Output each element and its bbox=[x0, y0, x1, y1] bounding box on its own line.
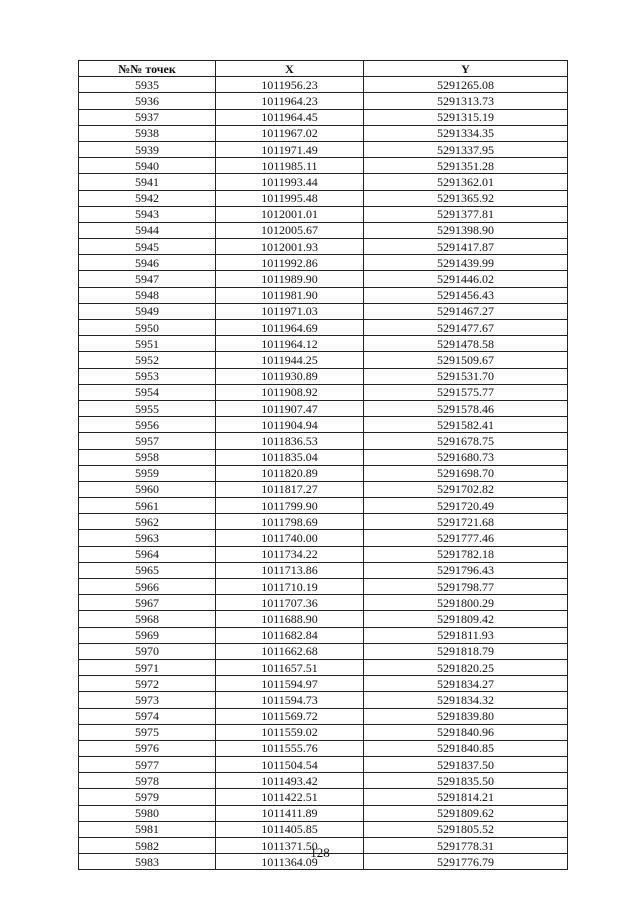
x-coordinate-cell: 1011707.36 bbox=[216, 595, 364, 611]
point-number-cell: 5943 bbox=[79, 206, 216, 222]
table-row bbox=[79, 530, 568, 546]
y-coordinate-cell: 5291578.46 bbox=[364, 400, 568, 416]
point-number-cell: 5956 bbox=[79, 417, 216, 433]
y-coordinate-cell: 5291840.85 bbox=[364, 740, 568, 756]
point-number-cell: 5950 bbox=[79, 320, 216, 336]
point-number-cell: 5983 bbox=[79, 854, 216, 870]
table-row bbox=[79, 740, 568, 756]
y-coordinate-cell: 5291398.90 bbox=[364, 222, 568, 238]
x-coordinate-cell: 1011740.00 bbox=[216, 530, 364, 546]
x-coordinate-cell: 1011734.22 bbox=[216, 546, 364, 562]
x-coordinate-cell: 1011682.84 bbox=[216, 627, 364, 643]
point-number-cell: 5951 bbox=[79, 336, 216, 352]
point-number-cell: 5973 bbox=[79, 692, 216, 708]
table-row bbox=[79, 303, 568, 319]
table-row bbox=[79, 174, 568, 190]
x-coordinate-cell: 1011835.04 bbox=[216, 449, 364, 465]
table-row bbox=[79, 773, 568, 789]
y-coordinate-cell: 5291337.95 bbox=[364, 141, 568, 157]
point-number-cell: 5936 bbox=[79, 93, 216, 109]
x-coordinate-cell: 1011594.73 bbox=[216, 692, 364, 708]
header-point-number: №№ точек bbox=[79, 61, 216, 77]
point-number-cell: 5978 bbox=[79, 773, 216, 789]
x-coordinate-cell: 1011820.89 bbox=[216, 465, 364, 481]
point-number-cell: 5974 bbox=[79, 708, 216, 724]
x-coordinate-cell: 1011688.90 bbox=[216, 611, 364, 627]
table-row bbox=[79, 239, 568, 255]
table-row bbox=[79, 287, 568, 303]
table-row bbox=[79, 659, 568, 675]
point-number-cell: 5959 bbox=[79, 465, 216, 481]
x-coordinate-cell: 1011930.89 bbox=[216, 368, 364, 384]
point-number-cell: 5949 bbox=[79, 303, 216, 319]
point-number-cell: 5937 bbox=[79, 109, 216, 125]
table-row bbox=[79, 158, 568, 174]
point-number-cell: 5939 bbox=[79, 141, 216, 157]
table-row bbox=[79, 368, 568, 384]
y-coordinate-cell: 5291478.58 bbox=[364, 336, 568, 352]
point-number-cell: 5948 bbox=[79, 287, 216, 303]
x-coordinate-cell: 1011995.48 bbox=[216, 190, 364, 206]
y-coordinate-cell: 5291782.18 bbox=[364, 546, 568, 562]
y-coordinate-cell: 5291313.73 bbox=[364, 93, 568, 109]
table-row bbox=[79, 417, 568, 433]
y-coordinate-cell: 5291315.19 bbox=[364, 109, 568, 125]
x-coordinate-cell: 1011493.42 bbox=[216, 773, 364, 789]
y-coordinate-cell: 5291834.27 bbox=[364, 676, 568, 692]
point-number-cell: 5955 bbox=[79, 400, 216, 416]
y-coordinate-cell: 5291777.46 bbox=[364, 530, 568, 546]
table-row bbox=[79, 320, 568, 336]
x-coordinate-cell: 1011836.53 bbox=[216, 433, 364, 449]
point-number-cell: 5953 bbox=[79, 368, 216, 384]
x-coordinate-cell: 1011964.23 bbox=[216, 93, 364, 109]
point-number-cell: 5970 bbox=[79, 643, 216, 659]
table-row bbox=[79, 109, 568, 125]
table-row bbox=[79, 627, 568, 643]
x-coordinate-cell: 1011964.45 bbox=[216, 109, 364, 125]
table-row bbox=[79, 481, 568, 497]
table-row bbox=[79, 222, 568, 238]
table-row bbox=[79, 141, 568, 157]
y-coordinate-cell: 5291798.77 bbox=[364, 579, 568, 595]
table-row bbox=[79, 271, 568, 287]
y-coordinate-cell: 5291778.31 bbox=[364, 838, 568, 854]
point-number-cell: 5940 bbox=[79, 158, 216, 174]
point-number-cell: 5954 bbox=[79, 384, 216, 400]
y-coordinate-cell: 5291365.92 bbox=[364, 190, 568, 206]
y-coordinate-cell: 5291820.25 bbox=[364, 659, 568, 675]
table-row bbox=[79, 93, 568, 109]
y-coordinate-cell: 5291575.77 bbox=[364, 384, 568, 400]
table-row bbox=[79, 821, 568, 837]
table-row bbox=[79, 465, 568, 481]
x-coordinate-cell: 1011422.51 bbox=[216, 789, 364, 805]
point-number-cell: 5963 bbox=[79, 530, 216, 546]
x-coordinate-cell: 1011981.90 bbox=[216, 287, 364, 303]
y-coordinate-cell: 5291814.21 bbox=[364, 789, 568, 805]
point-number-cell: 5960 bbox=[79, 481, 216, 497]
x-coordinate-cell: 1011971.49 bbox=[216, 141, 364, 157]
point-number-cell: 5941 bbox=[79, 174, 216, 190]
y-coordinate-cell: 5291265.08 bbox=[364, 77, 568, 93]
x-coordinate-cell: 1011411.89 bbox=[216, 805, 364, 821]
table-body bbox=[79, 77, 568, 870]
y-coordinate-cell: 5291811.93 bbox=[364, 627, 568, 643]
y-coordinate-cell: 5291805.52 bbox=[364, 821, 568, 837]
table-row bbox=[79, 206, 568, 222]
table-header-row bbox=[79, 61, 568, 77]
table-row bbox=[79, 611, 568, 627]
point-number-cell: 5947 bbox=[79, 271, 216, 287]
page-number: 128 bbox=[310, 845, 330, 860]
y-coordinate-cell: 5291334.35 bbox=[364, 125, 568, 141]
point-number-cell: 5971 bbox=[79, 659, 216, 675]
x-coordinate-cell: 1011405.85 bbox=[216, 821, 364, 837]
x-coordinate-cell: 1011993.44 bbox=[216, 174, 364, 190]
table-row bbox=[79, 805, 568, 821]
table-row bbox=[79, 125, 568, 141]
point-number-cell: 5977 bbox=[79, 757, 216, 773]
x-coordinate-cell: 1011985.11 bbox=[216, 158, 364, 174]
point-number-cell: 5981 bbox=[79, 821, 216, 837]
point-number-cell: 5946 bbox=[79, 255, 216, 271]
y-coordinate-cell: 5291377.81 bbox=[364, 206, 568, 222]
x-coordinate-cell: 1011371.50 bbox=[216, 838, 364, 854]
y-coordinate-cell: 5291834.32 bbox=[364, 692, 568, 708]
y-coordinate-cell: 5291698.70 bbox=[364, 465, 568, 481]
y-coordinate-cell: 5291776.79 bbox=[364, 854, 568, 870]
point-number-cell: 5975 bbox=[79, 724, 216, 740]
y-coordinate-cell: 5291351.28 bbox=[364, 158, 568, 174]
y-coordinate-cell: 5291809.62 bbox=[364, 805, 568, 821]
table-row bbox=[79, 724, 568, 740]
point-number-cell: 5952 bbox=[79, 352, 216, 368]
y-coordinate-cell: 5291417.87 bbox=[364, 239, 568, 255]
table-row bbox=[79, 77, 568, 93]
table-row bbox=[79, 336, 568, 352]
x-coordinate-cell: 1011594.97 bbox=[216, 676, 364, 692]
table-row bbox=[79, 708, 568, 724]
y-coordinate-cell: 5291456.43 bbox=[364, 287, 568, 303]
point-number-cell: 5962 bbox=[79, 514, 216, 530]
point-number-cell: 5945 bbox=[79, 239, 216, 255]
table-row bbox=[79, 400, 568, 416]
table-row bbox=[79, 643, 568, 659]
point-number-cell: 5972 bbox=[79, 676, 216, 692]
y-coordinate-cell: 5291840.96 bbox=[364, 724, 568, 740]
x-coordinate-cell: 1011964.12 bbox=[216, 336, 364, 352]
point-number-cell: 5964 bbox=[79, 546, 216, 562]
point-number-cell: 5968 bbox=[79, 611, 216, 627]
x-coordinate-cell: 1011956.23 bbox=[216, 77, 364, 93]
point-number-cell: 5982 bbox=[79, 838, 216, 854]
y-coordinate-cell: 5291439.99 bbox=[364, 255, 568, 271]
y-coordinate-cell: 5291509.67 bbox=[364, 352, 568, 368]
x-coordinate-cell: 1011569.72 bbox=[216, 708, 364, 724]
table-row bbox=[79, 676, 568, 692]
table-row bbox=[79, 255, 568, 271]
table-row bbox=[79, 433, 568, 449]
x-coordinate-cell: 1011662.68 bbox=[216, 643, 364, 659]
point-number-cell: 5965 bbox=[79, 562, 216, 578]
point-number-cell: 5942 bbox=[79, 190, 216, 206]
x-coordinate-cell: 1011799.90 bbox=[216, 498, 364, 514]
y-coordinate-cell: 5291678.75 bbox=[364, 433, 568, 449]
x-coordinate-cell: 1011971.03 bbox=[216, 303, 364, 319]
x-coordinate-cell: 1011504.54 bbox=[216, 757, 364, 773]
x-coordinate-cell: 1011944.25 bbox=[216, 352, 364, 368]
point-number-cell: 5967 bbox=[79, 595, 216, 611]
table-row bbox=[79, 595, 568, 611]
x-coordinate-cell: 1011559.02 bbox=[216, 724, 364, 740]
x-coordinate-cell: 1012001.01 bbox=[216, 206, 364, 222]
y-coordinate-cell: 5291477.67 bbox=[364, 320, 568, 336]
y-coordinate-cell: 5291809.42 bbox=[364, 611, 568, 627]
table-row bbox=[79, 692, 568, 708]
x-coordinate-cell: 1011657.51 bbox=[216, 659, 364, 675]
point-number-cell: 5957 bbox=[79, 433, 216, 449]
y-coordinate-cell: 5291680.73 bbox=[364, 449, 568, 465]
y-coordinate-cell: 5291835.50 bbox=[364, 773, 568, 789]
point-number-cell: 5969 bbox=[79, 627, 216, 643]
x-coordinate-cell: 1011967.02 bbox=[216, 125, 364, 141]
y-coordinate-cell: 5291837.50 bbox=[364, 757, 568, 773]
x-coordinate-cell: 1011964.69 bbox=[216, 320, 364, 336]
table-row bbox=[79, 789, 568, 805]
point-number-cell: 5979 bbox=[79, 789, 216, 805]
x-coordinate-cell: 1012005.67 bbox=[216, 222, 364, 238]
table-row bbox=[79, 449, 568, 465]
point-number-cell: 5961 bbox=[79, 498, 216, 514]
point-number-cell: 5976 bbox=[79, 740, 216, 756]
point-number-cell: 5938 bbox=[79, 125, 216, 141]
table-row bbox=[79, 190, 568, 206]
table-row bbox=[79, 384, 568, 400]
table-row bbox=[79, 514, 568, 530]
x-coordinate-cell: 1011904.94 bbox=[216, 417, 364, 433]
y-coordinate-cell: 5291582.41 bbox=[364, 417, 568, 433]
y-coordinate-cell: 5291818.79 bbox=[364, 643, 568, 659]
coordinates-table bbox=[78, 60, 568, 870]
y-coordinate-cell: 5291467.27 bbox=[364, 303, 568, 319]
x-coordinate-cell: 1011817.27 bbox=[216, 481, 364, 497]
y-coordinate-cell: 5291796.43 bbox=[364, 562, 568, 578]
table-row bbox=[79, 546, 568, 562]
table-row bbox=[79, 498, 568, 514]
x-coordinate-cell: 1011713.86 bbox=[216, 562, 364, 578]
table-row bbox=[79, 757, 568, 773]
x-coordinate-cell: 1011798.69 bbox=[216, 514, 364, 530]
point-number-cell: 5944 bbox=[79, 222, 216, 238]
y-coordinate-cell: 5291531.70 bbox=[364, 368, 568, 384]
table-row bbox=[79, 562, 568, 578]
header-x: X bbox=[216, 61, 364, 77]
x-coordinate-cell: 1011989.90 bbox=[216, 271, 364, 287]
point-number-cell: 5958 bbox=[79, 449, 216, 465]
table-row bbox=[79, 352, 568, 368]
x-coordinate-cell: 1011992.86 bbox=[216, 255, 364, 271]
point-number-cell: 5966 bbox=[79, 579, 216, 595]
x-coordinate-cell: 1011908.92 bbox=[216, 384, 364, 400]
x-coordinate-cell: 1011907.47 bbox=[216, 400, 364, 416]
x-coordinate-cell: 1011364.09 bbox=[216, 854, 364, 870]
y-coordinate-cell: 5291721.68 bbox=[364, 514, 568, 530]
table-row bbox=[79, 579, 568, 595]
y-coordinate-cell: 5291702.82 bbox=[364, 481, 568, 497]
header-y: Y bbox=[364, 61, 568, 77]
y-coordinate-cell: 5291446.02 bbox=[364, 271, 568, 287]
x-coordinate-cell: 1012001.93 bbox=[216, 239, 364, 255]
x-coordinate-cell: 1011710.19 bbox=[216, 579, 364, 595]
x-coordinate-cell: 1011555.76 bbox=[216, 740, 364, 756]
y-coordinate-cell: 5291720.49 bbox=[364, 498, 568, 514]
point-number-cell: 5980 bbox=[79, 805, 216, 821]
point-number-cell: 5935 bbox=[79, 77, 216, 93]
y-coordinate-cell: 5291362.01 bbox=[364, 174, 568, 190]
y-coordinate-cell: 5291839.80 bbox=[364, 708, 568, 724]
y-coordinate-cell: 5291800.29 bbox=[364, 595, 568, 611]
